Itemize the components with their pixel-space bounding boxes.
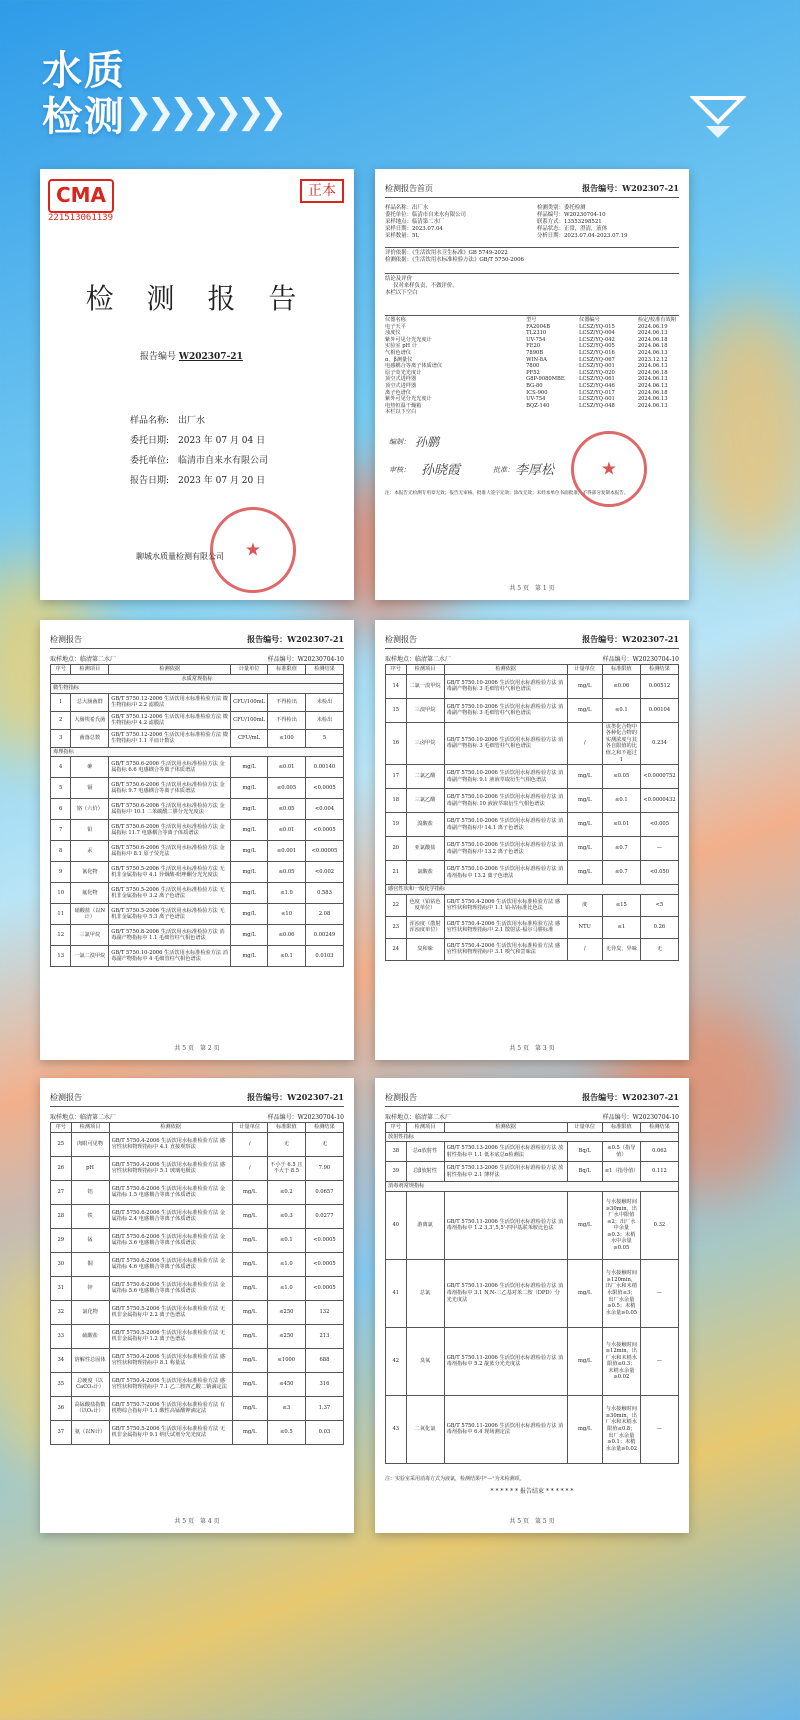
chevron-arrows: ❯❯❯❯❯❯❯: [124, 92, 282, 132]
equipment-row: 电感耦合等离子体质谱仪 7800 LCSZ/YQ-001 2024.06.13: [385, 363, 668, 370]
equipment-row: α、β测量仪 WIN-8A LCSZ/YQ-067 2023.12.12: [385, 356, 668, 363]
table-row: 19 溴酸盐 GB/T 5750.10-2006 生活饮用水标准检验方法 消毒副产物指标中 14.1 离子色谱法 mg/L ≤0.01 <0.005: [386, 813, 679, 837]
table-row: 40 游离氯 GB/T 5750.11-2006 生活饮用水标准检验方法 消毒剂指标中 1.2 3,3',5,5'-四甲基联苯胺比色法 mg/L 与水接触时间≥30min，出厂水中限值≤2；出厂水中余量≥0.3；末梢水中余量≥0.05 0.32: [386, 1191, 679, 1259]
table-row: 39 总β放射性 GB/T 5750.13-2006 生活饮用水标准检验方法 放射性指标中 2.1 薄样法 Bq/L ≤1（指导值） 0.112: [386, 1162, 679, 1182]
basis: 评价依据：《生活饮用水卫生标准》GB 5749-2022 检测依据：《生活饮用水标准检验方法》GB/T 5750-2006: [385, 247, 679, 264]
report-first-page: [375, 169, 689, 600]
page-header: 检测报告 报告编号：W202307-21: [50, 1092, 344, 1107]
equipment-row: 气相色谱仪 7890B LCSZ/YQ-016 2024.06.13: [385, 349, 668, 356]
page-subheader: 取样地点：临清第二水厂 样品编号：W20230704-10: [50, 656, 344, 663]
equipment-row: 紫外可见分光光度计 UV-754 LCSZ/YQ-042 2024.06.18: [385, 336, 668, 343]
equipment-row: 顶空式进样器 G8P-9080MBE LCSZ/YQ-061 2024.06.13: [385, 376, 668, 383]
table-row: 35 总硬度（以CaCO₃计） GB/T 5750.4-2006 生活饮用水标准检验方法 感官性状和物理指标中 7.1 乙二胺四乙酸二钠滴定法 mg/L ≤450 316: [51, 1372, 344, 1396]
table-row: 30 铜 GB/T 5750.6-2006 生活饮用水标准检验方法 金属指标 4.6 电感耦合等离子体质谱法 mg/L ≤1.0 <0.0005: [51, 1252, 344, 1276]
equipment-row: 实验室 pH 计 FE20 LCSZ/YQ-005 2024.06.18: [385, 343, 668, 350]
equipment-row: 紫外可见分光光度计 UV-754 LCSZ/YQ-001 2024.06.13: [385, 396, 668, 403]
bg-blob-yellow-right: [680, 300, 800, 560]
official-copy-stamp: 正本: [300, 179, 344, 203]
table-row: 22 色度（铂钴色度单位） GB/T 5750.4-2006 生活饮用水标准检验方法 感官性状和物理指标中 1.1 铂-钴标准比色法 度 ≤15 <5: [386, 894, 679, 916]
report-number: [140, 349, 243, 362]
results-table: [50, 664, 344, 967]
table-row: 18 三氯乙酸 GB/T 5750.10-2006 生活饮用水标准检验方法 消毒副产物指标 10 液液萃取衍生气相色谱法 mg/L ≤0.1 <0.0000432: [386, 789, 679, 813]
table-row: 29 锰 GB/T 5750.6-2006 生活饮用水标准检验方法 金属指标 3.6 电感耦合等离子体质谱法 mg/L ≤0.1 <0.0005: [51, 1228, 344, 1252]
section-title: [42, 48, 126, 140]
table-row: 15 三溴甲烷 GB/T 5750.10-2006 生活饮用水标准检验方法 消毒副产物指标 3 毛细管柱气相色谱法 mg/L ≤0.1 0.00104: [386, 698, 679, 722]
report-page-2: [40, 620, 354, 1060]
page-header: 检测报告 报告编号：W202307-21: [385, 1092, 679, 1107]
organization-name: 聊城水质量检测有限公司: [136, 552, 224, 561]
section-row: 微生物指标: [51, 684, 344, 694]
table-header: 序号 检测项目 检测依据 计量单位 标准限值 检测结果: [51, 1123, 344, 1133]
equipment-row: 原子荧光光度计 PF52 LCSZ/YQ-020 2024.06.18: [385, 369, 668, 376]
page-footer: 共 5 页 第 1 页: [509, 585, 555, 592]
table-row: 6 铬（六价） GB/T 5750.6-2006 生活饮用水标准检验方法 金属指标中 10.1 二苯碳酰二肼分光光度法 mg/L ≤0.05 <0.004: [51, 799, 344, 820]
table-row: 10 氟化物 GB/T 5750.5-2006 生活饮用水标准检验方法 无机非金属指标中 3.2 离子色谱法 mg/L ≤1.0 0.583: [51, 883, 344, 904]
sig-label-1: 编制：: [389, 438, 410, 446]
table-row: 2 大肠埃希氏菌 GB/T 5750.12-2006 生活饮用水标准检验方法 微生物指标中 4.2 滤膜法 CFU/100mL 不得检出 未检出: [51, 711, 344, 729]
table-row: 26 pH GB/T 5750.4-2006 生活饮用水标准检验方法 感官性状和物理指标中 5.1 玻璃电极法 / 不小于 6.5 且不大于 8.5 7.90: [51, 1156, 344, 1180]
table-row: 25 肉眼可见物 GB/T 5750.4-2006 生活饮用水标准检验方法 感官性状和物理指标中 4.1 直接观察法 / 无 无: [51, 1132, 344, 1156]
report-end: * * * * * * 报告结束 * * * * * *: [490, 1488, 574, 1495]
page-header: 检测报告 报告编号：W202307-21: [50, 634, 344, 649]
report-number-value: W202307-21: [178, 352, 243, 362]
table-row: 37 氨（以N计） GB/T 5750.5-2006 生活饮用水标准检验方法 无机非金属指标中 9.1 纳氏试剂分光光度法 mg/L ≤0.5 0.03: [51, 1420, 344, 1444]
results-table: [385, 664, 679, 961]
table-row: 12 三氯甲烷 GB/T 5750.8-2006 生活饮用水标准检验方法 消毒副产物指标中 1.1 毛细管柱气相色谱法 mg/L ≤0.06 0.00249: [51, 925, 344, 946]
section-row: 毒理指标: [51, 747, 344, 757]
table-row: 23 浑浊度（散射浑浊度单位） GB/T 5750.4-2006 生活饮用水标准检验方法 感官性状和物理指标中 2.1 散射法-福尔马肼标准 NTU ≤1 0.26: [386, 916, 679, 938]
table-row: 36 高锰酸盐指数（以O₂计） GB/T 5750.7-2006 生活饮用水标准检验方法 有机物综合指标中 1.1 酸性高锰酸钾滴定法 mg/L ≤3 1.37: [51, 1396, 344, 1420]
cover-field: 报告日期: 2023 年 07 月 20 日: [130, 476, 266, 486]
cover-field: 委托单位: 临清市自来水有限公司: [130, 456, 269, 466]
table-row: 9 氰化物 GB/T 5750.5-2006 生活饮用水标准检验方法 无机非金属指标中 4.1 异烟酸-吡唑酮分光光度法 mg/L ≤0.05 <0.002: [51, 862, 344, 883]
title-line-1: 水质: [42, 48, 126, 94]
section-row: 放射性指标: [386, 1132, 679, 1142]
signature-3: 李厚松: [515, 463, 555, 478]
sig-label-2: 审核：: [389, 466, 410, 474]
table-header: 序号 检测项目 检测依据 计量单位 标准限值 检测结果: [386, 1123, 679, 1133]
table-header: 序号 检测项目 检测依据 计量单位 标准限值 检测结果: [51, 665, 344, 675]
report-cover-page: [40, 169, 354, 600]
page-header: 检测报告 报告编号：W202307-21: [385, 634, 679, 649]
equipment-row: 电热恒温干燥箱 BQZ-140 LCSZ/YQ-048 2024.06.13: [385, 402, 668, 409]
cma-number: 221513061139: [48, 213, 114, 223]
table-row: 28 铁 GB/T 5750.6-2006 生活饮用水标准检验方法 金属指标 2.4 电感耦合等离子体质谱法 mg/L ≤0.3 0.0277: [51, 1204, 344, 1228]
title-line-2: 检测: [42, 94, 126, 140]
section-row: 水质常规指标: [51, 674, 344, 684]
report-page-4: [40, 1078, 354, 1533]
signature-2: 孙晓霞: [421, 463, 461, 478]
report-page-5: [375, 1078, 689, 1533]
section-row: 感官性状和一般化学指标: [386, 885, 679, 895]
equipment-list: [385, 315, 679, 416]
table-header: 序号 检测项目 检测依据 计量单位 标准限值 检测结果: [386, 665, 679, 675]
table-row: 38 总α放射性 GB/T 5750.13-2006 生活饮用水标准检验方法 放射性指标中 1.1 低本底总α检测法 Bq/L ≤0.5（指导值） 0.062: [386, 1142, 679, 1162]
table-row: 41 总氯 GB/T 5750.11-2006 生活饮用水标准检验方法 消毒剂指标中 3.1 N,N-二乙基对苯二胺（DPD）分光光度法 mg/L 与水接触时间≥120min，出厂水和末梢水限值≤3；出厂水余量≥0.5；末梢水余量≥0.05 —: [386, 1259, 679, 1327]
table-row: 21 氯酸盐 GB/T 5750.10-2006 生活饮用水标准检验方法 消毒剂指标中 13.2 离子色谱法 mg/L ≤0.7 <0.050: [386, 861, 679, 885]
page-subheader: 取样地点：临清第二水厂 样品编号：W20230704-10: [385, 1114, 679, 1121]
table-note: 注：实验室采用消毒方式为液氯，检测结果中"—"为未检测项。: [385, 1476, 525, 1482]
equipment-row: 离子色谱仪 ICS-900 LCSZ/YQ-017 2024.06.18: [385, 389, 668, 396]
table-row: 43 二氧化氯 GB/T 5750.11-2006 生活饮用水标准检验方法 消毒剂指标中 6.4 现场测定法 mg/L 与水接触时间≥30min，出厂水和末梢水限值≤0.8；出厂水余量≥0.1；末梢水余量≥0.02 —: [386, 1395, 679, 1463]
section-row: 消毒剂常规指标: [386, 1182, 679, 1192]
table-row: 32 氯化物 GB/T 5750.5-2006 生活饮用水标准检验方法 无机非金属指标中 2.2 离子色谱法 mg/L ≤250 132: [51, 1300, 344, 1324]
table-row: 34 溶解性总固体 GB/T 5750.4-2006 生活饮用水标准检验方法 感官性状和物理指标中 8.1 称量法 mg/L ≤1000 688: [51, 1348, 344, 1372]
results-table: [50, 1122, 344, 1445]
table-row: 1 总大肠菌群 GB/T 5750.12-2006 生活饮用水标准检验方法 微生物指标中 2.2 滤膜法 CFU/100mL 不得检出 未检出: [51, 693, 344, 711]
report-number-label: 报告编号: [140, 352, 177, 362]
signature-1: 孙鹏: [415, 435, 440, 449]
inspection-stamp: [210, 507, 296, 593]
table-row: 5 镉 GB/T 5750.6-2006 生活饮用水标准检验方法 金属指标 9.7 电感耦合等离子体质谱法 mg/L ≤0.005 <0.0005: [51, 778, 344, 799]
table-row: 31 锌 GB/T 5750.6-2006 生活饮用水标准检验方法 金属指标 5.6 电感耦合等离子体质谱法 mg/L ≤1.0 <0.0005: [51, 1276, 344, 1300]
page-header: 检测报告首页 报告编号：W202307-21: [385, 183, 679, 198]
water-drop-logo-icon: [690, 92, 746, 148]
page-footer: 共 5 页 第 3 页: [509, 1045, 555, 1052]
footnote: 注：本报告无检测专用章无效；报告无审核、批准人签字无效；涂改无效；未经本单位书面批准，不得部分复制本报告。: [385, 491, 629, 496]
equipment-row: 顶空式进样器 BG-80 LCSZ/YQ-046 2024.06.13: [385, 382, 668, 389]
cma-seal: CMA: [48, 179, 114, 213]
page-subheader: 取样地点：临清第二水厂 样品编号：W20230704-10: [385, 656, 679, 663]
table-row: 14 二氯一溴甲烷 GB/T 5750.10-2006 生活饮用水标准检验方法 消毒副产物指标 3 毛细管柱气相色谱法 mg/L ≤0.06 0.00512: [386, 674, 679, 698]
table-row: 7 铅 GB/T 5750.6-2006 生活饮用水标准检验方法 金属指标 11.7 电感耦合等离子体质谱法 mg/L ≤0.01 <0.0005: [51, 820, 344, 841]
table-row: 4 砷 GB/T 5750.6-2006 生活饮用水标准检验方法 金属指标 6.6 电感耦合等离子体质谱法 mg/L ≤0.01 0.00140: [51, 757, 344, 778]
page-footer: 共 5 页 第 5 页: [509, 1518, 555, 1525]
page-subheader: 取样地点：临清第二水厂 样品编号：W20230704-10: [50, 1114, 344, 1121]
equipment-row: 本栏以下空白: [385, 409, 417, 416]
report-page-3: [375, 620, 689, 1060]
conclusion: 结论及评价 仅对来样负责，不做评价。 本栏以下空白: [385, 273, 679, 297]
table-row: 27 铝 GB/T 5750.6-2006 生活饮用水标准检验方法 金属指标 1.5 电感耦合等离子体质谱法 mg/L ≤0.2 0.0657: [51, 1180, 344, 1204]
sig-label-3: 批准：: [493, 466, 514, 474]
cover-field: 样品名称: 出厂水: [130, 416, 206, 426]
table-row: 33 硫酸盐 GB/T 5750.5-2006 生活饮用水标准检验方法 无机非金属指标中 1.2 离子色谱法 mg/L ≤250 213: [51, 1324, 344, 1348]
report-title: 检 测 报 告: [85, 282, 309, 315]
equipment-row: 电子天平 FA2004B LCSZ/YQ-015 2024.06.19: [385, 323, 668, 330]
sample-info: 样品名称：出厂水 委托单位：临清市自来水有限公司 采样地点：临清第二水厂 采样日期：2023.07.04 采样数量：5L 检测类别：委托检测 样品编号：W20230704-10 联系方式：13553298521 样品状态：正常，澄清，液体 分析日期：2023.07.04-2023.07.19: [385, 205, 628, 239]
equipment-row: 浊度仪 TL2310 LCSZ/YQ-004 2024.06.13: [385, 330, 668, 337]
table-row: 11 硝酸盐（以N计） GB/T 5750.5-2006 生活饮用水标准检验方法 无机非金属指标中 5.3 离子色谱法 mg/L ≤10 2.08: [51, 904, 344, 925]
table-row: 16 三卤甲烷 GB/T 5750.10-2006 生活饮用水标准检验方法 消毒副产物指标 3 毛细管柱气相色谱法 / 该类化合物中各种化合物的实测浓度与其各自限值的比值之和不超过1 0.234: [386, 722, 679, 765]
cover-field: 委托日期: 2023 年 07 月 04 日: [130, 436, 266, 446]
table-row: 24 臭和味 GB/T 5750.4-2006 生活饮用水标准检验方法 感官性状和物理指标中 3.1 嗅气和尝味法 / 无异臭、异味 无: [386, 938, 679, 960]
table-row: 20 亚氯酸盐 GB/T 5750.10-2006 生活饮用水标准检验方法 消毒副产物指标中 13.2 离子色谱法 mg/L ≤0.7 —: [386, 837, 679, 861]
table-row: 42 臭氧 GB/T 5750.11-2006 生活饮用水标准检验方法 消毒剂指标中 5.2 靛蓝分光光度法 mg/L 与水接触时间≥12min，出厂水和末梢水限值≤0.3；末梢水余量≥0.02 —: [386, 1327, 679, 1395]
page-footer: 共 5 页 第 2 页: [174, 1045, 220, 1052]
results-table: [385, 1122, 679, 1464]
table-row: 8 汞 GB/T 5750.6-2006 生活饮用水标准检验方法 金属指标中 8.1 原子荧光法 mg/L ≤0.001 <0.00005: [51, 841, 344, 862]
table-row: 17 二氯乙酸 GB/T 5750.10-2006 生活饮用水标准检验方法 消毒副产物指标 9.1 液液萃取衍生气相色谱法 mg/L ≤0.05 <0.0000752: [386, 765, 679, 789]
table-row: 3 菌落总数 GB/T 5750.12-2006 生活饮用水标准检验方法 微生物指标中 1.1 平皿计数法 CFU/mL ≤100 5: [51, 729, 344, 747]
page-footer: 共 5 页 第 4 页: [174, 1518, 220, 1525]
table-row: 13 一氯二溴甲烷 GB/T 5750.10-2006 生活饮用水标准检验方法 消毒副产物指标中 4 毛细管柱气相色谱法 mg/L ≤0.1 0.0103: [51, 946, 344, 967]
equipment-header: 仪器名称 型号 仪器编号 检定/校准有效期: [385, 317, 676, 323]
